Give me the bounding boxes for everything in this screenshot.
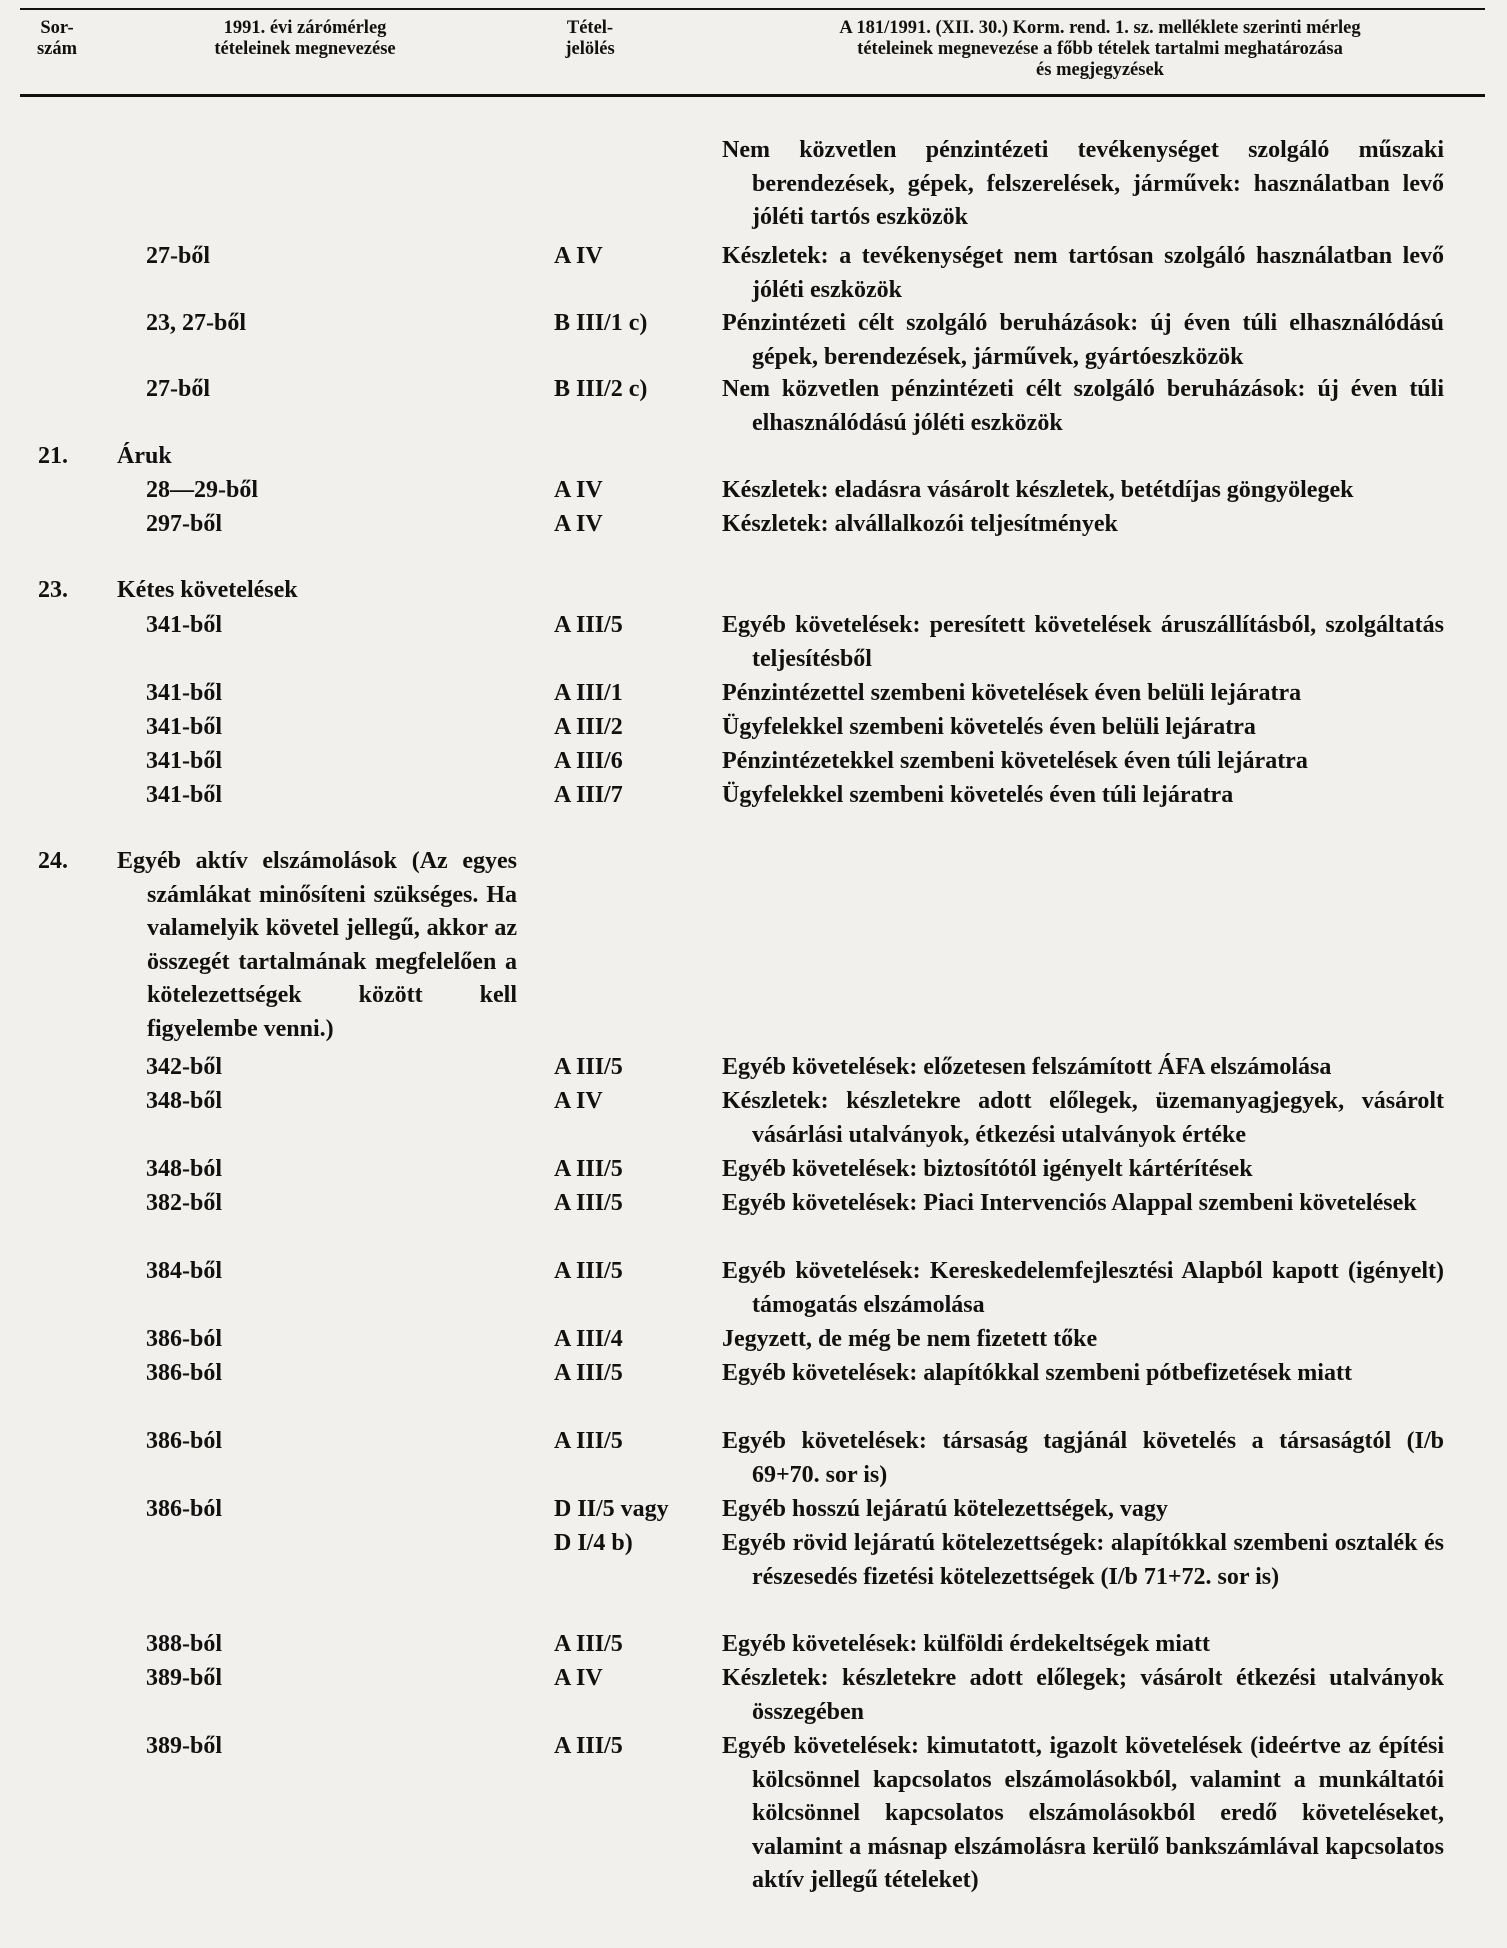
account-reference: 27-ből (146, 376, 211, 402)
header-megnevezes: 1991. évi zárómérleg tételeinek megnevezése (214, 18, 396, 59)
item-description: Egyéb hosszú lejáratú kötelezettségek, vagy (722, 1496, 1168, 1522)
section-name: Egyéb aktív elszámolások (Az egyes számlákat minősíteni szükséges. Ha valamelyik követel jellegű, akkor az összegét tartalmának megfelelően a kötelezettségek között kell figyelembe venni.) (117, 848, 517, 1042)
item-code: A IV (554, 511, 603, 537)
account-reference: 389-ből (146, 1733, 223, 1759)
account-reference: 28—29-ből (146, 477, 259, 503)
item-description: Készletek: készletekre adott előlegek; vásárolt étkezési utalványok összegében (722, 1665, 1444, 1725)
item-description: Készletek: a tevékenységet nem tartósan szolgáló használatban levő jóléti eszközök (722, 243, 1444, 303)
item-code: A IV (554, 1665, 603, 1691)
item-code: D II/5 vagy (554, 1496, 669, 1522)
item-code: A IV (554, 243, 603, 269)
account-reference: 341-ből (146, 612, 223, 638)
item-code: A III/4 (554, 1326, 623, 1352)
item-description: Pénzintézettel szembeni követelések éven belüli lejáratra (722, 680, 1302, 706)
item-code: B III/1 c) (554, 310, 648, 336)
item-description: Egyéb követelések: peresített követelések áruszállításból, szolgáltatás teljesítésből (722, 612, 1444, 672)
account-reference: 27-ből (146, 243, 211, 269)
item-code: A III/5 (554, 1258, 623, 1284)
account-reference: 341-ből (146, 680, 223, 706)
item-description: Egyéb követelések: külföldi érdekeltségek miatt (722, 1631, 1210, 1657)
header-sorszam: Sor- szám (36, 18, 78, 59)
item-code: A IV (554, 1088, 603, 1114)
item-code: D I/4 b) (554, 1530, 633, 1556)
item-code: A III/1 (554, 680, 623, 706)
item-description: Egyéb követelések: Kereskedelemfejlesztési Alapból kapott (igényelt) támogatás elszámolása (722, 1258, 1444, 1318)
item-description: Egyéb rövid lejáratú kötelezettségek: alapítókkal szembeni osztalék és részesedés fizetési kötelezettségek (I/b 71+72. sor is) (722, 1530, 1444, 1590)
account-reference: 386-ból (146, 1428, 223, 1454)
account-reference: 388-ból (146, 1631, 223, 1657)
item-code: A III/5 (554, 1631, 623, 1657)
account-reference: 348-ből (146, 1088, 223, 1114)
item-code: A III/5 (554, 612, 623, 638)
item-description: Pénzintézetekkel szembeni követelések éven túli lejáratra (722, 748, 1308, 774)
item-description: Egyéb követelések: Piaci Intervenciós Alappal szembeni követelések (722, 1190, 1417, 1216)
item-code: A IV (554, 477, 603, 503)
account-reference: 297-ből (146, 511, 223, 537)
item-code: B III/2 c) (554, 376, 648, 402)
account-reference: 384-ből (146, 1258, 223, 1284)
item-description: Ügyfelekkel szembeni követelés éven túli lejáratra (722, 782, 1234, 808)
item-description: Egyéb követelések: biztosítótól igényelt kártérítések (722, 1156, 1253, 1182)
row-number: 23. (38, 577, 68, 603)
item-code: A III/6 (554, 748, 623, 774)
account-reference: 389-ből (146, 1665, 223, 1691)
header-top-rule (20, 8, 1485, 10)
item-description: Egyéb követelések: alapítókkal szembeni pótbefizetések miatt (722, 1360, 1352, 1386)
item-description: Jegyzett, de még be nem fizetett tőke (722, 1326, 1098, 1352)
item-description: Nem közvetlen pénzintézeti célt szolgáló beruházások: új éven túli elhasználódású jóléti eszközök (722, 376, 1444, 436)
item-description: Nem közvetlen pénzintézeti tevékenységet szolgáló műszaki berendezések, gépek, felszerelések, járművek: használatban levő jóléti tartós eszközök (722, 137, 1444, 230)
account-reference: 341-ből (146, 782, 223, 808)
item-code: A III/5 (554, 1054, 623, 1080)
item-code: A III/5 (554, 1733, 623, 1759)
account-reference: 341-ből (146, 748, 223, 774)
header-bottom-rule (20, 94, 1485, 97)
account-reference: 386-ból (146, 1496, 223, 1522)
item-description: Egyéb követelések: társaság tagjánál követelés a társaságtól (I/b 69+70. sor is) (722, 1428, 1444, 1488)
row-number: 24. (38, 848, 68, 874)
account-reference: 341-ből (146, 714, 223, 740)
account-reference: 382-ből (146, 1190, 223, 1216)
item-description: Készletek: készletekre adott előlegek, üzemanyagjegyek, vásárolt vásárlási utalványok, étkezési utalványok értéke (722, 1088, 1444, 1148)
item-code: A III/7 (554, 782, 623, 808)
item-description: Ügyfelekkel szembeni követelés éven belüli lejáratra (722, 714, 1256, 740)
item-description: Készletek: alvállalkozói teljesítmények (722, 511, 1118, 537)
account-reference: 348-ból (146, 1156, 223, 1182)
header-melleklet: A 181/1991. (XII. 30.) Korm. rend. 1. sz. melléklete szerinti mérleg tételeinek megnevezése a főbb tételek tartalmi meghatározása és megjegyzések (839, 18, 1361, 80)
item-code: A III/5 (554, 1360, 623, 1386)
item-code: A III/2 (554, 714, 623, 740)
account-reference: 23, 27-ből (146, 310, 247, 336)
header-jeloles: Tétel- jelölés (565, 18, 615, 59)
row-number: 21. (38, 443, 68, 469)
item-code: A III/5 (554, 1428, 623, 1454)
section-name: Kétes követelések (117, 577, 298, 603)
account-reference: 386-ból (146, 1360, 223, 1386)
account-reference: 386-ból (146, 1326, 223, 1352)
item-description: Pénzintézeti célt szolgáló beruházások: új éven túli elhasználódású gépek, berendezések, járművek, gyártóeszközök (722, 310, 1444, 370)
item-description: Egyéb követelések: kimutatott, igazolt követelések (ideértve az építési kölcsönnel kapcsolatos elszámolásokból, valamint a munkáltatói kölcsönnel kapcsolatos elszámolásokból eredő követeléseket, valamint a másnap elszámolásra kerülő bankszámlával kapcsolatos aktív jellegű tételeket) (722, 1733, 1444, 1893)
item-code: A III/5 (554, 1156, 623, 1182)
account-reference: 342-ből (146, 1054, 223, 1080)
section-name: Áruk (117, 443, 172, 469)
item-description: Készletek: eladásra vásárolt készletek, betétdíjas göngyölegek (722, 477, 1354, 503)
item-description: Egyéb követelések: előzetesen felszámított ÁFA elszámolása (722, 1054, 1332, 1080)
item-code: A III/5 (554, 1190, 623, 1216)
